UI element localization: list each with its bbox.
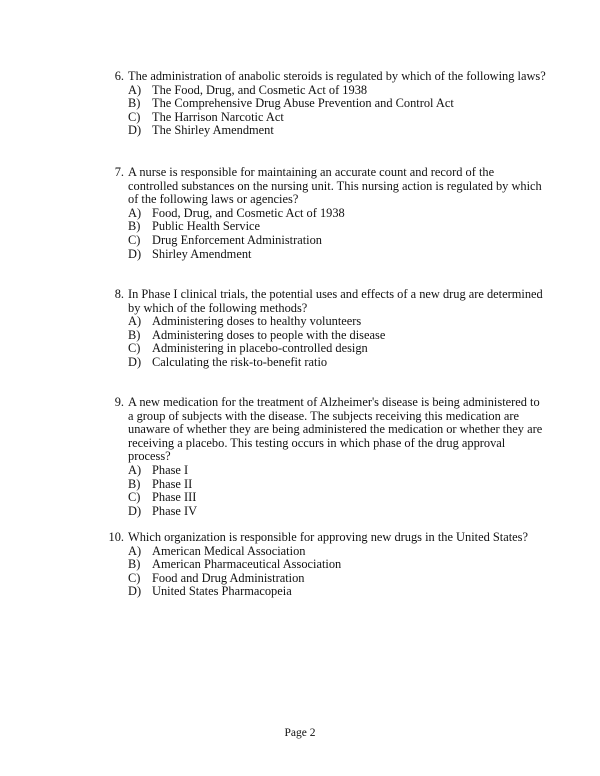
option-text: Administering in placebo-controlled design bbox=[152, 341, 368, 356]
option-letter: B) bbox=[128, 327, 141, 342]
option-text: Calculating the risk-to-benefit ratio bbox=[152, 354, 328, 369]
answer-option-d bbox=[128, 248, 600, 262]
answer-option-c bbox=[128, 572, 600, 586]
option-letter: D) bbox=[128, 354, 142, 369]
option-text: The Harrison Narcotic Act bbox=[152, 109, 284, 124]
answer-option-d bbox=[128, 585, 600, 599]
option-letter: B) bbox=[128, 219, 141, 234]
answer-option-b bbox=[128, 478, 600, 492]
question-stem: A nurse is responsible for maintaining an accurate count and record of the controlled substances on the nursing unit. This nursing action is regulated by which of the following laws or agencies? bbox=[128, 165, 542, 207]
answer-option-a bbox=[128, 464, 600, 478]
question-number: 6. bbox=[114, 69, 124, 83]
question-number: 7. bbox=[114, 165, 124, 179]
option-text: Shirley Amendment bbox=[152, 246, 252, 261]
answer-options bbox=[0, 545, 600, 599]
answer-option-a bbox=[128, 545, 600, 559]
option-text: Administering doses to people with the disease bbox=[152, 327, 386, 342]
question-number: 8. bbox=[114, 287, 124, 301]
option-text: The Shirley Amendment bbox=[152, 123, 274, 138]
option-text: American Medical Association bbox=[152, 543, 306, 558]
answer-option-d bbox=[128, 124, 600, 138]
option-letter: C) bbox=[128, 232, 141, 247]
answer-option-b bbox=[128, 329, 600, 343]
option-text: Phase I bbox=[152, 462, 189, 477]
option-letter: C) bbox=[128, 490, 141, 505]
answer-option-b bbox=[128, 558, 600, 572]
option-letter: C) bbox=[128, 570, 141, 585]
answer-option-c bbox=[128, 234, 600, 248]
page-number: Page 2 bbox=[284, 727, 316, 739]
answer-option-b bbox=[128, 220, 600, 234]
answer-option-c bbox=[128, 111, 600, 125]
option-text: Phase II bbox=[152, 476, 193, 491]
option-text: Phase IV bbox=[152, 503, 198, 518]
option-text: The Food, Drug, and Cosmetic Act of 1938 bbox=[152, 82, 368, 97]
question-header bbox=[108, 530, 546, 545]
option-text: Food, Drug, and Cosmetic Act of 1938 bbox=[152, 205, 345, 220]
question-number: 10. bbox=[108, 530, 124, 544]
option-text: Phase III bbox=[152, 490, 197, 505]
question-header bbox=[114, 287, 546, 315]
option-text: Public Health Service bbox=[152, 219, 261, 234]
answer-option-d bbox=[128, 505, 600, 519]
question-stem: The administration of anabolic steroids is regulated by which of the following laws? bbox=[128, 69, 546, 83]
option-letter: C) bbox=[128, 341, 141, 356]
answer-options bbox=[0, 315, 600, 369]
option-letter: C) bbox=[128, 109, 141, 124]
option-letter: D) bbox=[128, 584, 142, 599]
option-text: United States Pharmacopeia bbox=[152, 584, 292, 599]
question-7 bbox=[0, 166, 600, 261]
answer-options bbox=[0, 84, 600, 138]
question-header bbox=[114, 395, 546, 464]
answer-option-d bbox=[128, 356, 600, 370]
question-header bbox=[114, 165, 546, 207]
option-letter: B) bbox=[128, 96, 141, 111]
answer-option-c bbox=[128, 342, 600, 356]
question-header bbox=[114, 69, 546, 84]
option-letter: A) bbox=[128, 314, 142, 329]
option-letter: D) bbox=[128, 503, 142, 518]
answer-option-a bbox=[128, 207, 600, 221]
option-letter: A) bbox=[128, 205, 142, 220]
answer-option-a bbox=[128, 315, 600, 329]
answer-options bbox=[0, 207, 600, 261]
question-number: 9. bbox=[114, 395, 124, 409]
question-6 bbox=[0, 70, 600, 138]
answer-option-b bbox=[128, 97, 600, 111]
question-stem: Which organization is responsible for approving new drugs in the United States? bbox=[128, 530, 528, 544]
option-text: Administering doses to healthy volunteers bbox=[152, 314, 362, 329]
option-text: American Pharmaceutical Association bbox=[152, 557, 342, 572]
option-letter: A) bbox=[128, 462, 142, 477]
option-letter: D) bbox=[128, 123, 142, 138]
answer-option-c bbox=[128, 491, 600, 505]
option-letter: D) bbox=[128, 246, 142, 261]
option-text: Drug Enforcement Administration bbox=[152, 232, 322, 247]
answer-options bbox=[0, 464, 600, 518]
option-text: Food and Drug Administration bbox=[152, 570, 305, 585]
option-letter: A) bbox=[128, 82, 142, 97]
option-letter: B) bbox=[128, 476, 141, 491]
question-8 bbox=[0, 288, 600, 370]
question-10 bbox=[0, 531, 600, 599]
question-stem: In Phase I clinical trials, the potential uses and effects of a new drug are determined by which of the following methods? bbox=[128, 287, 543, 315]
option-letter: A) bbox=[128, 543, 142, 558]
option-text: The Comprehensive Drug Abuse Prevention and Control Act bbox=[152, 96, 454, 111]
option-letter: B) bbox=[128, 557, 141, 572]
answer-option-a bbox=[128, 84, 600, 98]
question-stem: A new medication for the treatment of Alzheimer's disease is being administered to a group of subjects with the disease. The subjects receiving this medication are unaware of whether they are being administered the medication or whether they are receiving a placebo. This testing occurs in which phase of the drug approval process? bbox=[128, 395, 543, 464]
question-9 bbox=[0, 396, 600, 518]
